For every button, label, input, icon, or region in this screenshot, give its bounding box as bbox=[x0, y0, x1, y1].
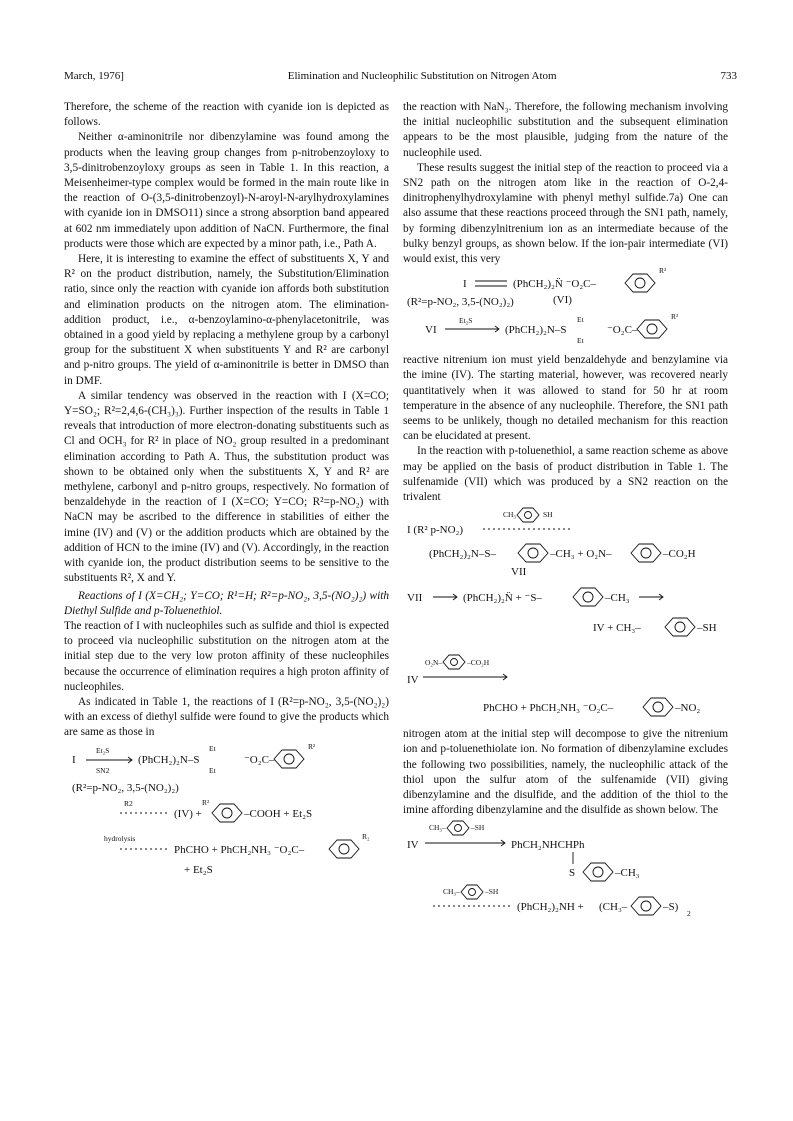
nitro-tail: –NO₂ bbox=[675, 702, 701, 715]
benzene-ring-icon bbox=[443, 655, 465, 669]
reagent2-thiol: –SH bbox=[485, 887, 499, 897]
benzene-ring-icon bbox=[665, 618, 695, 636]
addition-product: PhCH₂NHCHPh bbox=[511, 839, 585, 852]
reaction-scheme-nitrenium bbox=[403, 267, 728, 353]
ethyl-label-bottom: Et bbox=[209, 765, 216, 775]
benzene-ring-icon bbox=[461, 885, 483, 899]
benzene-ring-icon bbox=[212, 804, 242, 822]
section-heading: Reactions of I (X=CH₂; Y=CO; R¹=H; R²=p-NO₂, 3,5-(NO₂)₂) with Diethyl Sulfide and p-Toluenethiol. bbox=[64, 589, 389, 617]
benzene-ring-icon bbox=[637, 320, 667, 338]
disulfide-open: (CH₃– bbox=[599, 901, 628, 914]
benzene-ring-icon bbox=[329, 840, 359, 858]
reagent-methyl: CH₃ bbox=[503, 510, 517, 520]
reagent-acid: –CO₂H bbox=[467, 658, 490, 668]
sulfenamide-left: (PhCH₂)₂N–S– bbox=[429, 548, 496, 561]
step3-product: PhCHO + PhCH₂NH₃ ⁻O₂C– bbox=[174, 843, 305, 856]
benzene-ring-icon bbox=[518, 544, 548, 562]
reagent-methyl: CH₃– bbox=[429, 823, 446, 833]
paragraph: In the reaction with p-toluenethiol, a same reaction scheme as above may be applied on the basis of product distribution in Table 1. The sulfenamide (VII) which was produced by a SN2 reaction on the trivalent bbox=[403, 445, 728, 504]
step3-tail: + Et₂S bbox=[184, 863, 213, 876]
paragraph: Therefore, the scheme of the reaction with cyanide ion is depicted as follows. bbox=[64, 101, 389, 129]
arrow-condition-label: SN2 bbox=[96, 765, 110, 775]
benzene-ring-icon bbox=[274, 750, 304, 768]
running-head bbox=[64, 70, 737, 82]
reagent-thiol: SH bbox=[543, 510, 553, 520]
paragraph: Here, it is interesting to examine the effect of substituents X, Y and R² on the product distribution, namely, the Substitution/Elimination ratio, since only the reaction with cyanide ion affords both substitution and elimination products on the nitrogen atom. The elimination-addition product, i.e., α-benzoylamino-α-phenylacetonitrile, was obtained in a good yield by replacing a methylene group by a carbonyl group for the substituent X when substituents Y and R² are carbonyl and p-nitro groups. The yield of α-aminonitrile is better in DMSO than in DMF. bbox=[64, 253, 389, 387]
sulfenamide-mid: –CH₃ + O₂N– bbox=[550, 548, 612, 561]
header-date: March, 1976] bbox=[64, 70, 124, 82]
benzene-ring-icon bbox=[625, 274, 655, 292]
benzene-ring-icon bbox=[447, 821, 469, 835]
ethyl-label-top: Et bbox=[209, 743, 216, 753]
paragraph: Neither α-aminonitrile nor dibenzylamine was found among the products when the leaving group changes from p-nitrobenzoyloxy to 3,5-dinitrobenzoyloxy groups as seen in Table 1. In this reaction, a Meisenheimer-type complex would be formed in the main route like in the reaction of O-(3,5-dinitrobenzoyl)-N-aroyl-N-arylhydroxylamines with cyanide ion in DMSO11) since a strong absorption band appeared at 602 nm immediately upon addition of NaCN. Furthermore, the final products were those which are expected by a minor path, i.e., Path A. bbox=[64, 131, 389, 250]
disulfide-close: –S) bbox=[663, 901, 679, 914]
scheme-label-iv: IV bbox=[407, 674, 419, 687]
paragraph: The reaction of I with nucleophiles such as sulfide and thiol is expected to proceed via nucleophilic substitution on the nitrogen atom at the initial step due to the very low proton affinity of these nucleophiles because the occurrence of elimination requires a high proton affinity of nucleophiles. bbox=[64, 619, 389, 693]
step3-r2: R₂ bbox=[362, 831, 370, 841]
step2-tail: –COOH + Et₂S bbox=[244, 807, 313, 820]
reagent2-methyl: CH₃– bbox=[443, 887, 460, 897]
scheme-start-label: I bbox=[463, 278, 467, 291]
sulfenamide-tail: –CO₂H bbox=[663, 548, 696, 561]
carboxylate-anion: ⁻O₂C– bbox=[244, 753, 275, 766]
ion-pair: (PhCH₂)₂N̈ ⁻O₂C– bbox=[513, 278, 597, 291]
left-column bbox=[64, 100, 389, 881]
condition-note: (R²=p-NO₂, 3,5-(NO₂)₂) bbox=[72, 781, 179, 794]
scheme-label-vii: VII bbox=[407, 592, 423, 605]
step2-arrow-label: R2 bbox=[124, 798, 133, 808]
thiolate-tail: –CH₃ bbox=[605, 592, 630, 605]
scheme-label-vi: VI bbox=[425, 324, 437, 337]
ethyl-label-top: Et bbox=[577, 315, 584, 325]
carboxylate-anion: ⁻O₂C– bbox=[607, 324, 638, 337]
scheme-start-label: I (R² p-NO₂) bbox=[407, 524, 464, 537]
imine-thiol-products: IV + CH₃– bbox=[593, 622, 641, 635]
benzene-ring-icon bbox=[631, 544, 661, 562]
paragraph: As indicated in Table 1, the reactions of I (R²=p-NO₂, 3,5-(NO₂)₂) with an excess of diethyl sulfide were found to give the products which are same as those in bbox=[64, 695, 389, 739]
r2-substituent: R² bbox=[659, 266, 667, 276]
reaction-scheme-thiol-addition bbox=[403, 818, 728, 918]
arrow-reagent-label: Et₂S bbox=[96, 745, 110, 755]
benzene-ring-icon bbox=[517, 508, 539, 522]
compound-label-vi: (VI) bbox=[553, 294, 572, 307]
page-number: 733 bbox=[720, 70, 737, 82]
r2-substituent: R² bbox=[308, 741, 316, 751]
paragraph: the reaction with NaN₃. Therefore, the following mechanism involving the initial nucleophilic substitution and the subsequent elimination appears to be the most plausible, judging from the nature of the nucleophile used. bbox=[403, 101, 728, 159]
arrow-reagent-label: Et₂S bbox=[459, 316, 473, 326]
benzene-ring-icon bbox=[631, 897, 661, 915]
thiol-tail: –SH bbox=[697, 622, 717, 635]
step2-r2: R² bbox=[202, 797, 210, 807]
disulfide-subscript: 2 bbox=[687, 909, 691, 919]
nitrenium-ion-pair: (PhCH₂)₂N̈ + ⁻S– bbox=[463, 592, 542, 605]
benzene-ring-icon bbox=[643, 698, 673, 716]
r2-substituent: R² bbox=[671, 312, 679, 322]
hydrolysis-label: hydrolysis bbox=[104, 833, 136, 843]
condition-note: (R²=p-NO₂, 3,5-(NO₂)₂) bbox=[407, 296, 514, 309]
paragraph: These results suggest the initial step of the reaction to proceed via a SN2 path on the nitrogen atom like in the reaction of O-2,4-dinitrophenylhydroxylamine with phenyl methyl sulfide.7a) One can also assume that these reactions proceed through the SN1 path, namely, by forming dibenzylnitrenium ion as an intermediate because of the bulky benzyl groups, as shown below. If the ion-pair intermediate (VI) would exist, this very bbox=[403, 161, 728, 266]
reaction-scheme-toluenethiol bbox=[403, 505, 728, 727]
reagent-thiol: –SH bbox=[471, 823, 485, 833]
methyl-tail: –CH₃ bbox=[615, 867, 640, 880]
sulfonium-product: (PhCH₂)₂N–S bbox=[138, 753, 200, 766]
paragraph: nitrogen atom at the initial step will decompose to give the nitrenium ion and p-toluenethiolate ion. No formation of dibenzylamine excludes the following two possibilities, namely, the nucleophilic attack of the thiol upon the sulfur atom of the sulfenamide (VII) giving dibenzylamine and the disulfide, and the addition of the thiol to the imine affording dibenzylamine and the disulfide as shown below. The bbox=[403, 728, 728, 817]
ethyl-label-bottom: Et bbox=[577, 336, 584, 346]
final-products: PhCHO + PhCH₂NH₃ ⁻O₂C– bbox=[483, 702, 614, 715]
sulfonium-product: (PhCH₂)₂N–S bbox=[505, 324, 567, 337]
dibenzylamine-product: (PhCH₂)₂NH + bbox=[517, 901, 584, 914]
reagent-nitro: O₂N– bbox=[425, 658, 443, 668]
benzene-ring-icon bbox=[583, 863, 613, 881]
scheme-label-iv: IV bbox=[407, 839, 419, 852]
reactant-label: I bbox=[72, 753, 76, 766]
paragraph: A similar tendency was observed in the reaction with I (X=CO; Y=SO₂; R²=2,4,6-(CH₃)₃). Further inspection of the results in Table 1 reveals that introduction of more electron-donating substituents such as Cl and OCH₃ for R² in place of NO₂ group resulted in a predominant elimination according to Path A. Thus, the substitution product was shown to be obtained only when the substituents X, Y and R² are methylene, carbonyl and p-nitro groups, respectively. No formation of benzaldehyde in the reaction of I (X=CO; Y=CO; R²=p-NO₂) with NaCN may be ascribed to the difference in stabilities of either the imine (IV) and (V) or the addition products which are obtained by the addition of HCN to the imine (IV) and (V). Accordingly, in the reaction with cyanide ion, the product distribution seems to be sensitive to the substituents R², X and Y. bbox=[64, 389, 389, 585]
benzene-ring-icon bbox=[573, 588, 603, 606]
step2-product: (IV) + bbox=[174, 807, 202, 820]
paragraph: reactive nitrenium ion must yield benzaldehyde and benzylamine via the imine (IV). The starting material, however, was recovered nearly quantitatively when it was allowed to stand for 50 hr at room temperature in the absence of any nucleophile. Therefore, the SN1 path seems to be unlikely, though no detailed mechanism for this reaction can be elucidated at present. bbox=[403, 354, 728, 443]
reaction-scheme-diethyl-sulfide bbox=[64, 741, 389, 881]
header-title: Elimination and Nucleophilic Substitution on Nitrogen Atom bbox=[287, 70, 557, 82]
right-column bbox=[403, 100, 728, 918]
compound-label-vii: VII bbox=[511, 566, 527, 579]
sulfur-atom: S bbox=[569, 867, 576, 880]
